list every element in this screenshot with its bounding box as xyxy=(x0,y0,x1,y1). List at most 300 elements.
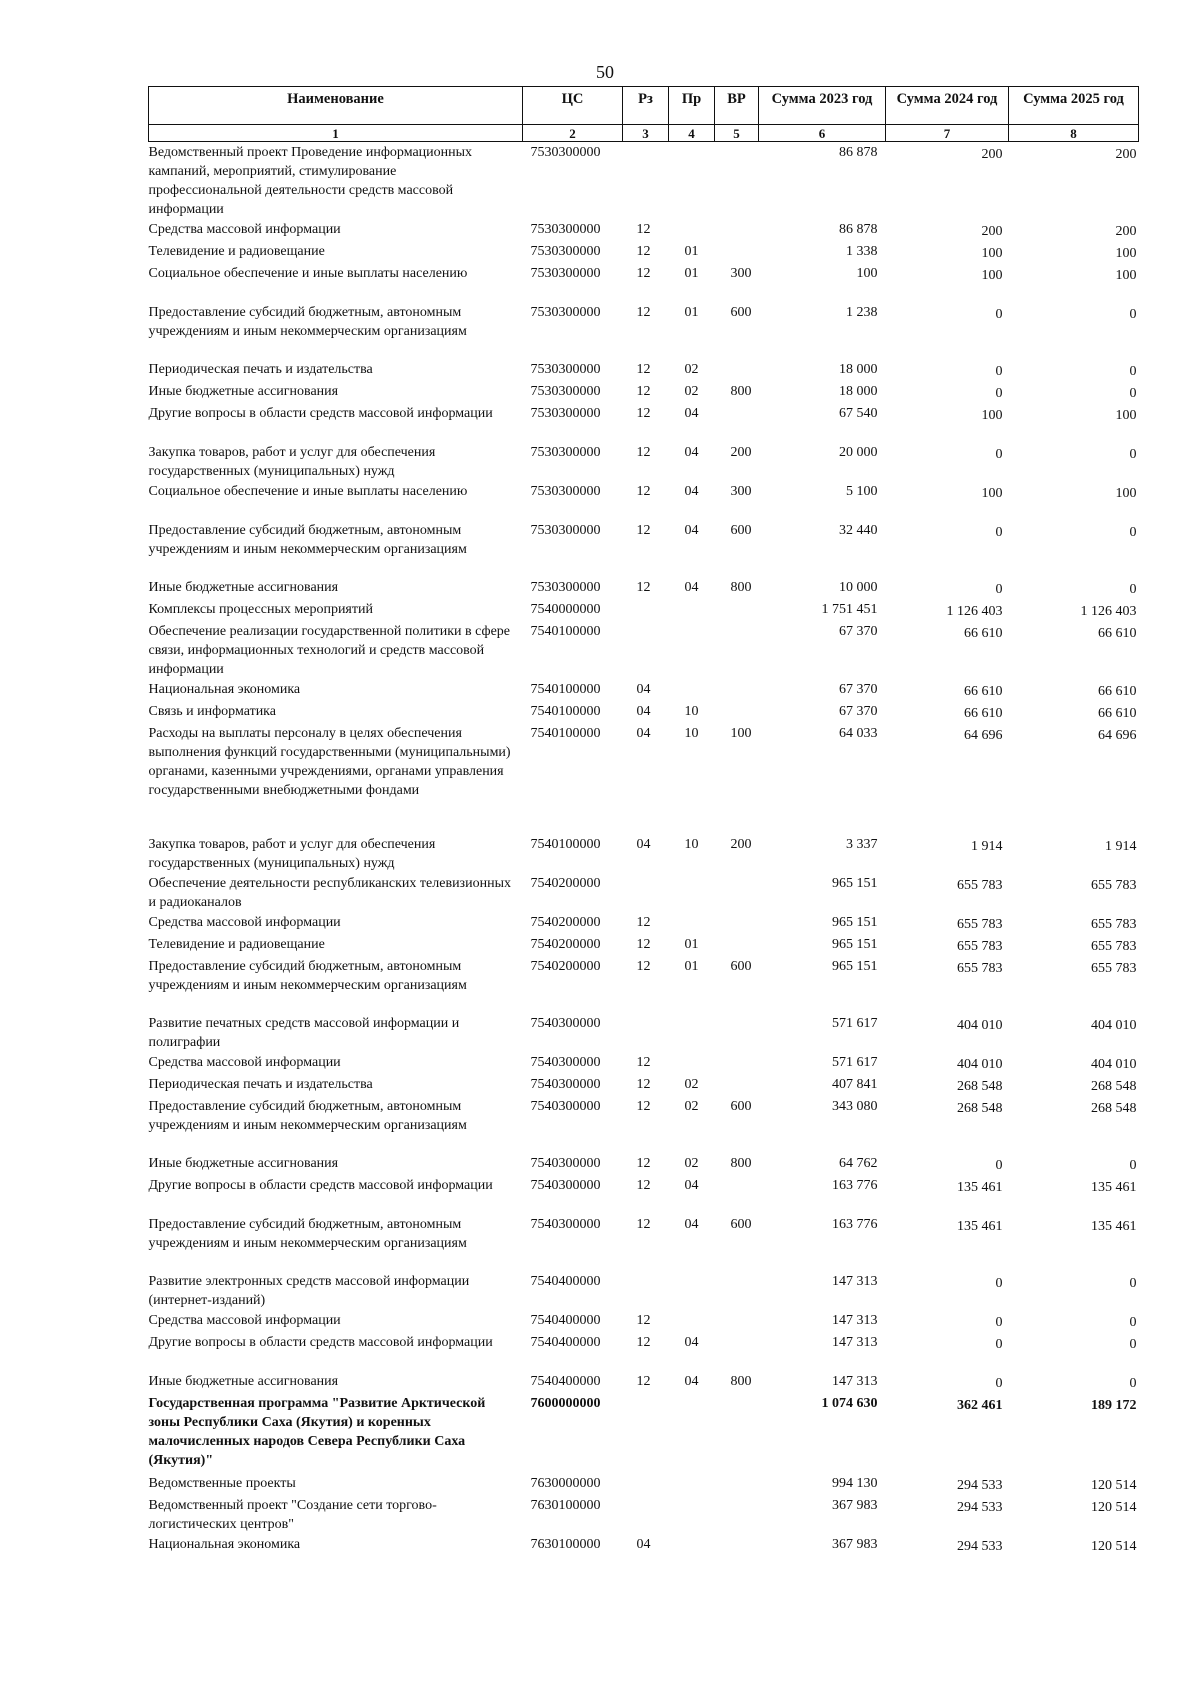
cell-name: Закупка товаров, работ и услуг для обеспечения государственных (муниципальных) нужд xyxy=(148,837,436,871)
cell-vr xyxy=(715,241,759,263)
cell-sum-2024: 404 010 xyxy=(957,1057,1003,1072)
table-row xyxy=(149,1534,1139,1556)
table-row xyxy=(149,956,1139,1013)
cell-pr xyxy=(669,142,715,220)
cell-rz: 12 xyxy=(636,1178,651,1193)
cell-vr xyxy=(715,1332,759,1371)
cell-name: Телевидение и радиовещание xyxy=(148,244,325,259)
cell-vr xyxy=(715,1074,759,1096)
cell-sum-2023: 64 762 xyxy=(839,1156,878,1171)
cell-rz: 12 xyxy=(636,959,651,974)
cell-sum-2023: 32 440 xyxy=(839,523,878,538)
cell-sum-2025: 66 610 xyxy=(1098,684,1137,699)
cell-cs: 7530300000 xyxy=(530,362,601,377)
cell-sum-2025: 404 010 xyxy=(1091,1057,1137,1072)
cell-sum-2025: 100 xyxy=(1115,246,1137,261)
cell-vr xyxy=(715,1175,759,1214)
cell-sum-2025: 189 172 xyxy=(1091,1398,1137,1413)
cell-rz xyxy=(623,142,669,220)
cell-cs: 7630100000 xyxy=(530,1498,601,1513)
cell-vr: 600 xyxy=(730,1099,752,1114)
cell-sum-2025: 1 914 xyxy=(1105,839,1137,854)
table-row xyxy=(149,219,1139,241)
cell-sum-2025: 0 xyxy=(1129,307,1137,322)
cell-sum-2025: 66 610 xyxy=(1098,706,1137,721)
cell-name: Средства массовой информации xyxy=(148,915,341,930)
cell-rz: 12 xyxy=(636,1374,651,1389)
cell-sum-2023: 965 151 xyxy=(832,937,878,952)
cell-cs: 7530300000 xyxy=(530,266,601,281)
cell-sum-2024: 0 xyxy=(995,1158,1003,1173)
column-number: 4 xyxy=(669,125,715,142)
cell-name: Связь и информатика xyxy=(148,704,276,719)
cell-name: Ведомственный проект "Создание сети торгово-логистических центров" xyxy=(148,1498,437,1532)
cell-rz: 12 xyxy=(636,1156,651,1171)
cell-rz: 12 xyxy=(636,580,651,595)
cell-rz: 12 xyxy=(636,937,651,952)
cell-rz: 04 xyxy=(636,704,651,719)
cell-rz: 12 xyxy=(636,266,651,281)
cell-vr: 600 xyxy=(730,523,752,538)
cell-vr xyxy=(715,1271,759,1310)
cell-vr xyxy=(715,701,759,723)
table-row xyxy=(149,1393,1139,1473)
cell-sum-2024: 100 xyxy=(981,408,1003,423)
cell-name: Средства массовой информации xyxy=(148,222,341,237)
cell-cs: 7540200000 xyxy=(530,915,601,930)
cell-pr: 01 xyxy=(684,959,699,974)
cell-name: Закупка товаров, работ и услуг для обеспечения государственных (муниципальных) нужд xyxy=(148,445,436,479)
cell-sum-2025: 120 514 xyxy=(1091,1500,1137,1515)
cell-vr xyxy=(715,1013,759,1052)
cell-sum-2024: 655 783 xyxy=(957,878,1003,893)
cell-name: Ведомственные проекты xyxy=(148,1476,296,1491)
cell-sum-2025: 120 514 xyxy=(1091,1478,1137,1493)
table-row xyxy=(149,1495,1139,1534)
cell-rz: 04 xyxy=(636,837,651,852)
cell-cs: 7540300000 xyxy=(530,1016,601,1031)
cell-rz: 04 xyxy=(636,1537,651,1552)
cell-sum-2024: 0 xyxy=(995,582,1003,597)
cell-sum-2024: 294 533 xyxy=(957,1539,1003,1554)
cell-sum-2025: 0 xyxy=(1129,364,1137,379)
cell-pr: 04 xyxy=(684,1335,699,1350)
table-row xyxy=(149,1332,1139,1371)
cell-vr: 100 xyxy=(730,726,752,741)
cell-cs: 7530300000 xyxy=(530,384,601,399)
cell-sum-2023: 1 338 xyxy=(846,244,878,259)
cell-rz: 04 xyxy=(636,726,651,741)
cell-rz: 12 xyxy=(636,484,651,499)
cell-sum-2023: 86 878 xyxy=(839,222,878,237)
cell-sum-2023: 965 151 xyxy=(832,876,878,891)
cell-name: Государственная программа "Развитие Арктической зоны Республики Саха (Якутия) и коренных малочисленных народов Севера Республики Саха (Якутия)" xyxy=(148,1396,486,1468)
cell-name: Социальное обеспечение и иные выплаты населению xyxy=(148,266,468,281)
cell-cs: 7530300000 xyxy=(530,484,601,499)
cell-sum-2024: 135 461 xyxy=(957,1180,1003,1195)
table-row xyxy=(149,834,1139,873)
table-row xyxy=(149,621,1139,679)
cell-sum-2024: 0 xyxy=(995,1376,1003,1391)
cell-pr: 02 xyxy=(684,1156,699,1171)
cell-sum-2024: 655 783 xyxy=(957,939,1003,954)
table-row xyxy=(149,263,1139,302)
cell-sum-2025: 0 xyxy=(1129,1337,1137,1352)
cell-name: Предоставление субсидий бюджетным, автономным учреждениям и иным некоммерческим организациям xyxy=(148,1099,467,1133)
cell-vr xyxy=(715,403,759,442)
cell-sum-2023: 343 080 xyxy=(832,1099,878,1114)
cell-name: Национальная экономика xyxy=(148,682,301,697)
cell-pr: 02 xyxy=(684,1099,699,1114)
cell-sum-2025: 655 783 xyxy=(1091,878,1137,893)
cell-name: Другие вопросы в области средств массовой информации xyxy=(148,1335,493,1350)
cell-cs: 7540400000 xyxy=(530,1313,601,1328)
cell-pr: 04 xyxy=(684,445,699,460)
cell-rz: 12 xyxy=(636,1099,651,1114)
cell-sum-2023: 100 xyxy=(856,266,878,281)
cell-sum-2023: 965 151 xyxy=(832,959,878,974)
cell-vr xyxy=(715,1534,759,1556)
cell-cs: 7540000000 xyxy=(530,602,601,617)
table-row xyxy=(149,1175,1139,1214)
cell-vr: 800 xyxy=(730,384,752,399)
cell-pr xyxy=(669,1473,715,1495)
cell-sum-2023: 3 337 xyxy=(846,837,878,852)
table-row xyxy=(149,403,1139,442)
cell-vr xyxy=(715,142,759,220)
cell-name: Комплексы процессных мероприятий xyxy=(148,602,373,617)
cell-rz: 12 xyxy=(636,915,651,930)
cell-rz: 12 xyxy=(636,523,651,538)
cell-rz: 12 xyxy=(636,362,651,377)
header-row xyxy=(149,87,1139,125)
cell-vr xyxy=(715,873,759,912)
cell-rz: 04 xyxy=(636,682,651,697)
cell-pr: 04 xyxy=(684,1217,699,1232)
cell-sum-2023: 407 841 xyxy=(832,1077,878,1092)
cell-sum-2024: 66 610 xyxy=(964,684,1003,699)
cell-pr: 04 xyxy=(684,484,699,499)
cell-name: Обеспечение реализации государственной политики в сфере связи, информационных технологий и средств массовой информации xyxy=(148,624,511,677)
table-row xyxy=(149,359,1139,381)
table-row xyxy=(149,679,1139,701)
cell-sum-2023: 965 151 xyxy=(832,915,878,930)
cell-sum-2023: 571 617 xyxy=(832,1016,878,1031)
cell-rz: 12 xyxy=(636,244,651,259)
cell-vr: 300 xyxy=(730,266,752,281)
cell-sum-2023: 571 617 xyxy=(832,1055,878,1070)
cell-cs: 7540300000 xyxy=(530,1099,601,1114)
header-sum-2024: Сумма 2024 год xyxy=(886,87,1009,125)
cell-vr: 600 xyxy=(730,305,752,320)
cell-sum-2024: 100 xyxy=(981,268,1003,283)
cell-sum-2023: 367 983 xyxy=(832,1498,878,1513)
cell-cs: 7540400000 xyxy=(530,1274,601,1289)
cell-vr xyxy=(715,934,759,956)
cell-vr xyxy=(715,359,759,381)
cell-vr xyxy=(715,1473,759,1495)
cell-name: Иные бюджетные ассигнования xyxy=(148,1156,339,1171)
cell-name: Предоставление субсидий бюджетным, автономным учреждениям и иным некоммерческим организациям xyxy=(148,305,467,339)
cell-cs: 7540300000 xyxy=(530,1156,601,1171)
cell-sum-2023: 18 000 xyxy=(839,384,878,399)
cell-pr: 10 xyxy=(684,837,699,852)
cell-sum-2025: 135 461 xyxy=(1091,1180,1137,1195)
cell-rz xyxy=(623,1495,669,1534)
cell-rz: 12 xyxy=(636,305,651,320)
cell-sum-2023: 67 370 xyxy=(839,624,878,639)
cell-sum-2024: 294 533 xyxy=(957,1500,1003,1515)
cell-cs: 7540400000 xyxy=(530,1335,601,1350)
cell-sum-2024: 404 010 xyxy=(957,1018,1003,1033)
cell-sum-2025: 268 548 xyxy=(1091,1101,1137,1116)
column-number: 2 xyxy=(523,125,623,142)
cell-vr xyxy=(715,1310,759,1332)
cell-rz: 12 xyxy=(636,406,651,421)
cell-sum-2025: 100 xyxy=(1115,268,1137,283)
table-row xyxy=(149,1013,1139,1052)
cell-vr: 600 xyxy=(730,1217,752,1232)
cell-vr: 800 xyxy=(730,580,752,595)
cell-sum-2024: 0 xyxy=(995,364,1003,379)
cell-sum-2023: 147 313 xyxy=(832,1274,878,1289)
cell-sum-2024: 135 461 xyxy=(957,1219,1003,1234)
cell-sum-2023: 367 983 xyxy=(832,1537,878,1552)
cell-name: Средства массовой информации xyxy=(148,1055,341,1070)
cell-pr: 01 xyxy=(684,937,699,952)
cell-sum-2025: 0 xyxy=(1129,1158,1137,1173)
cell-vr: 800 xyxy=(730,1156,752,1171)
table-row xyxy=(149,1214,1139,1271)
cell-sum-2023: 20 000 xyxy=(839,445,878,460)
cell-sum-2023: 994 130 xyxy=(832,1476,878,1491)
cell-sum-2024: 66 610 xyxy=(964,626,1003,641)
cell-cs: 7540100000 xyxy=(530,837,601,852)
cell-sum-2024: 100 xyxy=(981,246,1003,261)
table-row xyxy=(149,1310,1139,1332)
cell-sum-2023: 10 000 xyxy=(839,580,878,595)
cell-name: Другие вопросы в области средств массовой информации xyxy=(148,406,493,421)
budget-table-sheet xyxy=(148,86,1138,1556)
cell-cs: 7540300000 xyxy=(530,1055,601,1070)
table-row xyxy=(149,442,1139,481)
cell-rz: 12 xyxy=(636,1313,651,1328)
cell-sum-2024: 1 914 xyxy=(971,839,1003,854)
cell-vr: 600 xyxy=(730,959,752,974)
cell-sum-2023: 1 238 xyxy=(846,305,878,320)
column-number-row xyxy=(149,125,1139,142)
table-row xyxy=(149,1052,1139,1074)
cell-sum-2023: 18 000 xyxy=(839,362,878,377)
table-row xyxy=(149,701,1139,723)
cell-rz: 12 xyxy=(636,222,651,237)
cell-sum-2025: 100 xyxy=(1115,408,1137,423)
cell-cs: 7530300000 xyxy=(530,406,601,421)
cell-sum-2024: 0 xyxy=(995,1337,1003,1352)
cell-pr xyxy=(669,1271,715,1310)
cell-vr xyxy=(715,1393,759,1473)
cell-sum-2025: 655 783 xyxy=(1091,961,1137,976)
cell-rz xyxy=(623,1473,669,1495)
cell-sum-2025: 120 514 xyxy=(1091,1539,1137,1554)
cell-sum-2024: 0 xyxy=(995,525,1003,540)
cell-pr xyxy=(669,1393,715,1473)
column-number: 3 xyxy=(623,125,669,142)
cell-pr xyxy=(669,1013,715,1052)
cell-name: Ведомственный проект Проведение информационных кампаний, мероприятий, стимулирование профессиональной деятельности средств массовой информации xyxy=(148,145,473,217)
cell-sum-2024: 1 126 403 xyxy=(946,604,1003,619)
cell-sum-2023: 147 313 xyxy=(832,1335,878,1350)
cell-sum-2025: 0 xyxy=(1129,1315,1137,1330)
cell-cs: 7540100000 xyxy=(530,682,601,697)
table-row xyxy=(149,1371,1139,1393)
table-row xyxy=(149,934,1139,956)
cell-rz xyxy=(623,599,669,621)
cell-rz: 12 xyxy=(636,1335,651,1350)
cell-name: Развитие печатных средств массовой информации и полиграфии xyxy=(148,1016,460,1050)
cell-rz xyxy=(623,1393,669,1473)
cell-sum-2024: 362 461 xyxy=(957,1398,1003,1413)
cell-cs: 7530300000 xyxy=(530,145,601,160)
cell-pr xyxy=(669,1495,715,1534)
table-row xyxy=(149,599,1139,621)
cell-name: Периодическая печать и издательства xyxy=(148,1077,373,1092)
cell-vr xyxy=(715,621,759,679)
cell-sum-2025: 0 xyxy=(1129,1276,1137,1291)
cell-rz: 12 xyxy=(636,1077,651,1092)
cell-sum-2024: 268 548 xyxy=(957,1079,1003,1094)
table-row xyxy=(149,481,1139,520)
cell-name: Расходы на выплаты персоналу в целях обеспечения выполнения функций государственными (муниципальными) органами, казенными учреждениями, органами управления государственными внебюджетными фондами xyxy=(148,726,511,798)
cell-sum-2025: 135 461 xyxy=(1091,1219,1137,1234)
cell-sum-2024: 200 xyxy=(981,147,1003,162)
cell-pr: 10 xyxy=(684,726,699,741)
cell-cs: 7540100000 xyxy=(530,726,601,741)
cell-sum-2025: 0 xyxy=(1129,1376,1137,1391)
cell-sum-2024: 655 783 xyxy=(957,961,1003,976)
cell-pr xyxy=(669,1534,715,1556)
cell-rz: 12 xyxy=(636,1217,651,1232)
header-sum-2025: Сумма 2025 год xyxy=(1009,87,1139,125)
cell-pr: 04 xyxy=(684,580,699,595)
cell-name: Предоставление субсидий бюджетным, автономным учреждениям и иным некоммерческим организациям xyxy=(148,1217,467,1251)
cell-pr: 01 xyxy=(684,244,699,259)
cell-sum-2024: 0 xyxy=(995,447,1003,462)
cell-vr: 200 xyxy=(730,837,752,852)
cell-vr: 200 xyxy=(730,445,752,460)
cell-sum-2023: 64 033 xyxy=(839,726,878,741)
table-row xyxy=(149,302,1139,359)
table-row xyxy=(149,241,1139,263)
table-row xyxy=(149,1271,1139,1310)
cell-name: Телевидение и радиовещание xyxy=(148,937,325,952)
header-pr: Пр xyxy=(669,87,715,125)
cell-sum-2024: 294 533 xyxy=(957,1478,1003,1493)
cell-vr xyxy=(715,219,759,241)
cell-sum-2023: 67 370 xyxy=(839,682,878,697)
header-cs: ЦС xyxy=(523,87,623,125)
table-row xyxy=(149,520,1139,577)
cell-cs: 7600000000 xyxy=(530,1396,601,1411)
cell-sum-2024: 0 xyxy=(995,1276,1003,1291)
cell-pr xyxy=(669,219,715,241)
cell-sum-2023: 86 878 xyxy=(839,145,878,160)
column-number: 7 xyxy=(886,125,1009,142)
cell-name: Иные бюджетные ассигнования xyxy=(148,1374,339,1389)
table-row xyxy=(149,1473,1139,1495)
cell-sum-2025: 0 xyxy=(1129,525,1137,540)
cell-cs: 7540300000 xyxy=(530,1178,601,1193)
cell-sum-2025: 655 783 xyxy=(1091,939,1137,954)
cell-sum-2023: 147 313 xyxy=(832,1374,878,1389)
table-row xyxy=(149,1074,1139,1096)
cell-cs: 7540200000 xyxy=(530,959,601,974)
cell-name: Социальное обеспечение и иные выплаты населению xyxy=(148,484,468,499)
table-body xyxy=(149,142,1139,1557)
cell-vr: 800 xyxy=(730,1374,752,1389)
cell-pr xyxy=(669,912,715,934)
cell-sum-2023: 1 074 630 xyxy=(821,1396,878,1411)
cell-name: Средства массовой информации xyxy=(148,1313,341,1328)
cell-rz xyxy=(623,1013,669,1052)
cell-pr xyxy=(669,1310,715,1332)
cell-pr: 10 xyxy=(684,704,699,719)
cell-sum-2024: 0 xyxy=(995,386,1003,401)
cell-sum-2023: 163 776 xyxy=(832,1217,878,1232)
cell-name: Предоставление субсидий бюджетным, автономным учреждениям и иным некоммерческим организациям xyxy=(148,523,467,557)
table-row xyxy=(149,381,1139,403)
cell-pr: 02 xyxy=(684,384,699,399)
cell-name: Периодическая печать и издательства xyxy=(148,362,373,377)
header-sum-2023: Сумма 2023 год xyxy=(759,87,886,125)
header-rz: Рз xyxy=(623,87,669,125)
table-row xyxy=(149,1096,1139,1153)
cell-sum-2025: 66 610 xyxy=(1098,626,1137,641)
cell-cs: 7630100000 xyxy=(530,1537,601,1552)
cell-sum-2025: 100 xyxy=(1115,486,1137,501)
table-row xyxy=(149,577,1139,599)
cell-pr xyxy=(669,1052,715,1074)
header-name: Наименование xyxy=(149,87,523,125)
column-number: 6 xyxy=(759,125,886,142)
column-number: 5 xyxy=(715,125,759,142)
cell-vr: 300 xyxy=(730,484,752,499)
cell-pr xyxy=(669,599,715,621)
cell-cs: 7540300000 xyxy=(530,1217,601,1232)
cell-sum-2023: 5 100 xyxy=(846,484,878,499)
cell-cs: 7540200000 xyxy=(530,937,601,952)
cell-sum-2024: 268 548 xyxy=(957,1101,1003,1116)
cell-pr: 02 xyxy=(684,362,699,377)
cell-pr: 01 xyxy=(684,305,699,320)
budget-table xyxy=(148,86,1139,1556)
cell-sum-2023: 67 540 xyxy=(839,406,878,421)
column-number: 1 xyxy=(149,125,523,142)
cell-sum-2023: 67 370 xyxy=(839,704,878,719)
cell-sum-2025: 200 xyxy=(1115,224,1137,239)
cell-pr: 04 xyxy=(684,1178,699,1193)
table-row xyxy=(149,873,1139,912)
cell-vr xyxy=(715,599,759,621)
table-row xyxy=(149,723,1139,834)
cell-cs: 7540400000 xyxy=(530,1374,601,1389)
cell-sum-2025: 404 010 xyxy=(1091,1018,1137,1033)
cell-cs: 7530300000 xyxy=(530,580,601,595)
column-number: 8 xyxy=(1009,125,1139,142)
header-vr: ВР xyxy=(715,87,759,125)
cell-sum-2025: 268 548 xyxy=(1091,1079,1137,1094)
cell-cs: 7530300000 xyxy=(530,244,601,259)
